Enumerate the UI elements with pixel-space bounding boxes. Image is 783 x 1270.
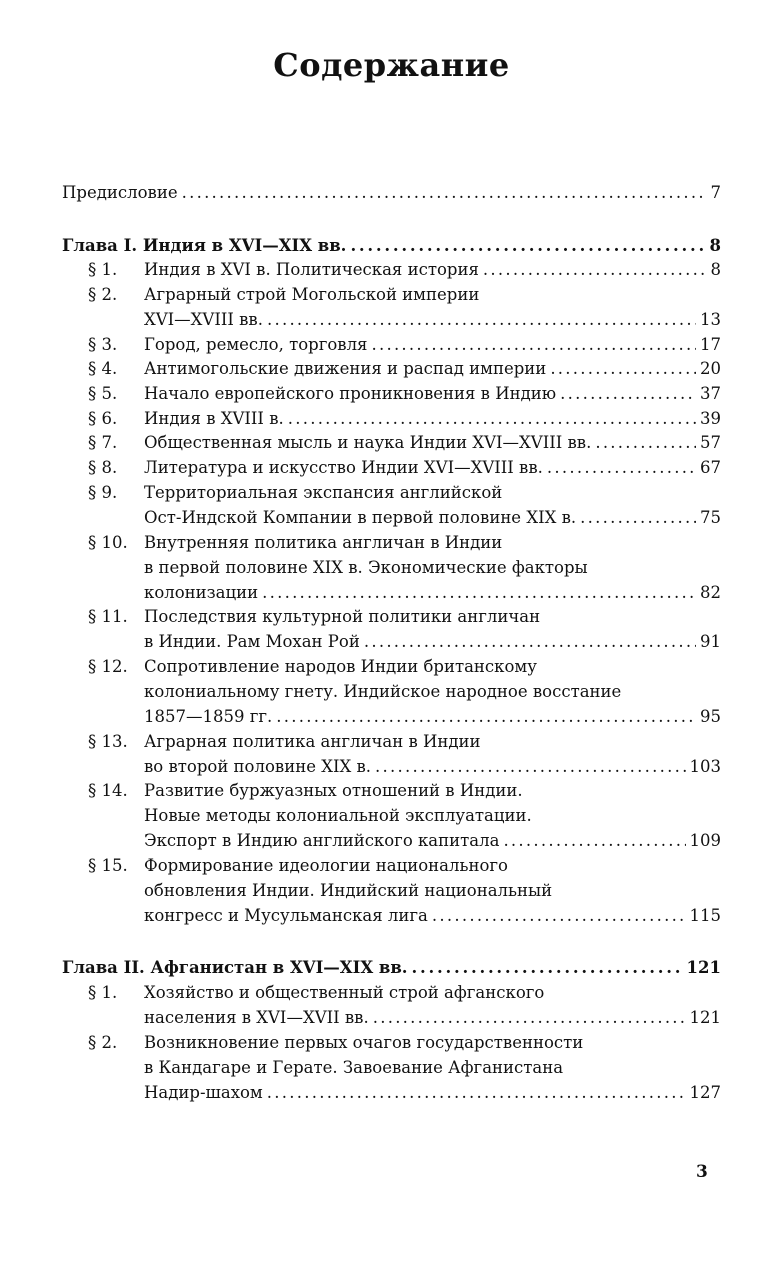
dot-leader	[595, 430, 696, 455]
section-title: в первой половине XIX в. Экономические факторы	[144, 558, 588, 577]
section-title: населения в XVI—XVII вв.	[144, 1008, 369, 1027]
toc-page-number: 103	[689, 757, 721, 776]
section-number: § 14.	[88, 781, 128, 800]
dot-leader	[373, 1005, 686, 1030]
section-title: Развитие буржуазных отношений в Индии.	[144, 781, 523, 800]
section-title: Индия в XVI в. Политическая история	[144, 260, 479, 279]
section-number: § 8.	[88, 458, 118, 477]
toc-page-number: 37	[700, 384, 721, 403]
toc-entry	[0, 604, 783, 629]
page-number: 3	[696, 1162, 708, 1182]
section-number: § 2.	[88, 285, 118, 304]
toc-page-number: 57	[700, 433, 721, 452]
section-title: Возникновение первых очагов государственности	[144, 1033, 584, 1052]
toc-page-number: 20	[700, 359, 721, 378]
section-title: Индия в XVIII в.	[144, 409, 284, 428]
toc-entry	[0, 654, 783, 679]
section-title: Литература и искусство Индии XVI—XVIII вв.	[144, 458, 543, 477]
chapter-title: Глава I. Индия в XVI—XIX вв.	[62, 236, 347, 255]
toc-entry	[0, 455, 783, 480]
toc-entry	[0, 233, 783, 258]
toc-entry	[0, 505, 783, 530]
toc-page-number: 121	[689, 1008, 721, 1027]
toc-page-number: 127	[689, 1083, 721, 1102]
toc-entry	[0, 580, 783, 605]
toc-page-number: 39	[700, 409, 721, 428]
toc-page-number: 121	[686, 958, 721, 977]
dot-leader	[267, 1080, 686, 1105]
toc-page-number: 75	[700, 508, 721, 527]
toc-page-number: 13	[700, 310, 721, 329]
dot-leader	[182, 180, 707, 205]
dot-leader	[350, 233, 705, 258]
dot-leader	[432, 903, 686, 928]
section-number: § 5.	[88, 384, 118, 403]
section-title: Антимогольские движения и распад империи	[144, 359, 547, 378]
section-title: Экспорт в Индию английского капитала	[144, 831, 500, 850]
dot-leader	[560, 381, 696, 406]
toc-entry	[0, 778, 783, 803]
dot-leader	[547, 455, 696, 480]
toc-entry	[0, 555, 783, 580]
section-title: Формирование идеологии национального	[144, 856, 508, 875]
toc-entry	[0, 430, 783, 455]
toc-entry	[0, 828, 783, 853]
toc-entry	[0, 729, 783, 754]
dot-leader	[288, 406, 696, 431]
chapter-title: Глава II. Афганистан в XVI—XIX вв.	[62, 958, 408, 977]
dot-leader	[550, 356, 696, 381]
section-title: 1857—1859 гг.	[144, 707, 273, 726]
toc-entry	[0, 878, 783, 903]
toc-entry	[0, 307, 783, 332]
section-title: конгресс и Мусульманская лига	[144, 906, 428, 925]
toc-entry	[0, 754, 783, 779]
section-number: § 1.	[88, 260, 118, 279]
toc-entry	[0, 1005, 783, 1030]
section-title: колонизации	[144, 583, 259, 602]
toc-page-number: 67	[700, 458, 721, 477]
toc-page-number: 91	[700, 632, 721, 651]
section-title: в Кандагаре и Герате. Завоевание Афганистана	[144, 1058, 564, 1077]
toc-entry	[0, 356, 783, 381]
dot-leader	[580, 505, 696, 530]
section-number: § 3.	[88, 335, 118, 354]
toc-page-number: 8	[710, 260, 721, 279]
section-title: Хозяйство и общественный строй афганского	[144, 983, 545, 1002]
toc-entry	[0, 803, 783, 828]
toc-entry	[0, 282, 783, 307]
section-title: Внутренняя политика англичан в Индии	[144, 533, 503, 552]
toc-entry	[0, 1055, 783, 1080]
section-title: в Индии. Рам Мохан Рой	[144, 632, 360, 651]
toc-entry	[0, 480, 783, 505]
section-title: Общественная мысль и наука Индии XVI—XVIII вв.	[144, 433, 592, 452]
dot-leader	[262, 580, 696, 605]
toc-entry	[0, 955, 783, 980]
dot-leader	[412, 955, 683, 980]
toc-page-number: 115	[689, 906, 721, 925]
section-title: Ост-Индской Компании в первой половине XIX в.	[144, 508, 577, 527]
section-title: Территориальная экспансия английской	[144, 483, 503, 502]
section-number: § 7.	[88, 433, 118, 452]
section-number: § 13.	[88, 732, 128, 751]
section-title: Надир-шахом	[144, 1083, 263, 1102]
section-title: во второй половине XIX в.	[144, 757, 371, 776]
toc-entry	[0, 980, 783, 1005]
toc-entry	[0, 679, 783, 704]
toc-entry	[0, 257, 783, 282]
toc-entry	[0, 406, 783, 431]
section-title: Город, ремесло, торговля	[144, 335, 368, 354]
dot-leader	[375, 754, 686, 779]
toc-entry	[0, 180, 783, 205]
toc-entry	[0, 903, 783, 928]
toc-page-number: 8	[709, 236, 721, 255]
section-number: § 1.	[88, 983, 118, 1002]
toc-entry	[0, 381, 783, 406]
section-number: § 6.	[88, 409, 118, 428]
section-title: Предисловие	[62, 183, 178, 202]
dot-leader	[276, 704, 696, 729]
section-number: § 12.	[88, 657, 128, 676]
dot-leader	[483, 257, 707, 282]
toc-page-number: 82	[700, 583, 721, 602]
section-title: колониальному гнету. Индийское народное восстание	[144, 682, 622, 701]
toc-entry	[0, 704, 783, 729]
dot-leader	[267, 307, 696, 332]
section-title: Сопротивление народов Индии британскому	[144, 657, 537, 676]
toc-entry	[0, 1030, 783, 1055]
section-title: Новые методы колониальной эксплуатации.	[144, 806, 532, 825]
section-title: обновления Индии. Индийский национальный	[144, 881, 553, 900]
toc-entry	[0, 853, 783, 878]
section-title: Аграрная политика англичан в Индии	[144, 732, 481, 751]
toc-entry	[0, 1080, 783, 1105]
dot-leader	[371, 332, 696, 357]
toc-entry	[0, 530, 783, 555]
toc-entry	[0, 629, 783, 654]
section-title: Начало европейского проникновения в Индию	[144, 384, 557, 403]
toc-page-number: 17	[700, 335, 721, 354]
section-title: XVI—XVIII вв.	[144, 310, 263, 329]
page-title: Содержание	[273, 46, 510, 84]
dot-leader	[503, 828, 685, 853]
section-number: § 2.	[88, 1033, 118, 1052]
toc-page-number: 7	[710, 183, 721, 202]
section-number: § 10.	[88, 533, 128, 552]
toc-page-number: 95	[700, 707, 721, 726]
section-number: § 4.	[88, 359, 118, 378]
section-number: § 11.	[88, 607, 128, 626]
section-number: § 15.	[88, 856, 128, 875]
section-title: Последствия культурной политики англичан	[144, 607, 541, 626]
toc-page-number: 109	[689, 831, 721, 850]
toc-entry	[0, 332, 783, 357]
section-number: § 9.	[88, 483, 118, 502]
section-title: Аграрный строй Могольской империи	[144, 285, 480, 304]
dot-leader	[364, 629, 696, 654]
